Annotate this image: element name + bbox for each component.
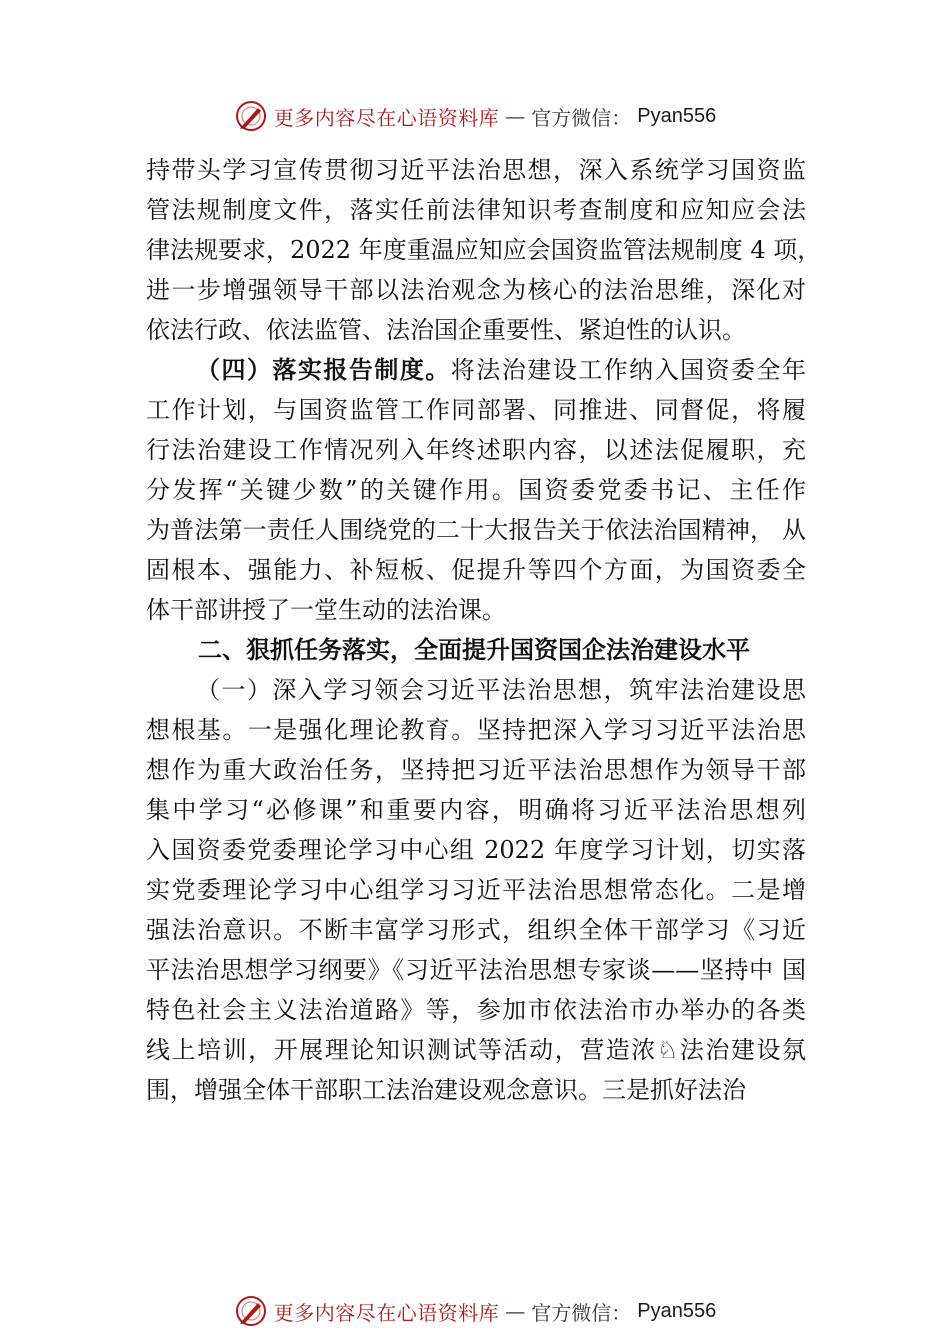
text-line: 进一步增强领导干部以法治观念为核心的法治思维，深化对 bbox=[146, 276, 806, 304]
text-line: 围，增强全体干部职工法治建设观念意识。三是抓好法治 bbox=[146, 1076, 746, 1104]
text-line: 为普法第一责任人围绕党的二十大报告关于依法治国精神， 从 bbox=[146, 516, 806, 544]
watermark-account: Pyan556 bbox=[637, 1299, 717, 1322]
text-line: 实党委理论学习中心组学习习近平法治思想常态化。二是增 bbox=[146, 876, 806, 904]
text-line: 分发挥“关键少数”的关键作用。国资委党委书记、主任作 bbox=[146, 476, 806, 504]
paragraph-3 bbox=[146, 670, 806, 1110]
watermark-label: 官方微信： bbox=[531, 105, 632, 130]
watermark-account: Pyan556 bbox=[637, 104, 717, 127]
paragraph-1 bbox=[146, 150, 822, 350]
text-line: 行法治建设工作情况列入年终述职内容，以述法促履职，充 bbox=[146, 436, 806, 464]
text-line bbox=[146, 350, 806, 390]
text-line: 依法行政、依法监管、法治国企重要性、紧迫性的认识。 bbox=[146, 316, 746, 344]
text-line: 固根本、强能力、补短板、促提升等四个方面，为国资委全 bbox=[146, 556, 806, 584]
text-line: 律法规要求，2022 年度重温应知应会国资监管法规制度 4 项， bbox=[146, 236, 822, 264]
pen-logo-icon bbox=[234, 1294, 268, 1328]
text-line: 想作为重大政治任务，坚持把习近平法治思想作为领导干部 bbox=[146, 756, 806, 784]
text-line: 线上培训，开展理论知识测试等活动，营造浓♘法治建设氛 bbox=[146, 1036, 806, 1064]
text-line: 想根基。一是强化理论教育。坚持把深入学习习近平法治思 bbox=[146, 716, 806, 744]
pen-logo-icon bbox=[234, 99, 268, 133]
watermark-label: 官方微信： bbox=[531, 1300, 632, 1325]
watermark-site-text: 更多内容尽在心语资料库 bbox=[273, 105, 500, 130]
text-line: 平法治思想学习纲要》《习近平法治思想专家谈——坚持中 国 bbox=[146, 956, 806, 984]
paragraph-2 bbox=[146, 350, 806, 630]
text-line: 集中学习“必修课”和重要内容，明确将习近平法治思想列 bbox=[146, 796, 806, 824]
section-lead: （四）落实报告制度。 bbox=[196, 355, 451, 384]
text-line: 持带头学习宣传贯彻习近平法治思想，深入系统学习国资监 bbox=[146, 156, 806, 184]
section-lead-rest: 将法治建设工作纳入国资委全年 bbox=[450, 356, 807, 384]
text-line: 体干部讲授了一堂生动的法治课。 bbox=[146, 596, 506, 624]
footer-watermark bbox=[0, 1291, 950, 1331]
text-line: 工作计划，与国资监管工作同部署、同推进、同督促，将履 bbox=[146, 396, 806, 424]
text-line: 特色社会主义法治道路》等，参加市依法治市办举办的各类 bbox=[146, 996, 806, 1024]
text-line: 强法治意识。不断丰富学习形式，组织全体干部学习《习近 bbox=[146, 916, 806, 944]
section-heading: 二、狠抓任务落实，全面提升国资国企法治建设水平 bbox=[198, 636, 750, 664]
header-watermark bbox=[0, 96, 950, 136]
watermark-separator: — bbox=[505, 104, 526, 128]
watermark-site-text: 更多内容尽在心语资料库 bbox=[273, 1300, 500, 1325]
text-line: 管法规制度文件，落实任前法律知识考查制度和应知应会法 bbox=[146, 196, 806, 224]
watermark-separator: — bbox=[505, 1299, 526, 1323]
text-line: 入国资委党委理论学习中心组 2022 年度学习计划，切实落 bbox=[146, 836, 806, 864]
text-line: （一）深入学习领会习近平法治思想，筑牢法治建设思 bbox=[196, 676, 806, 704]
document-body bbox=[146, 150, 822, 1110]
